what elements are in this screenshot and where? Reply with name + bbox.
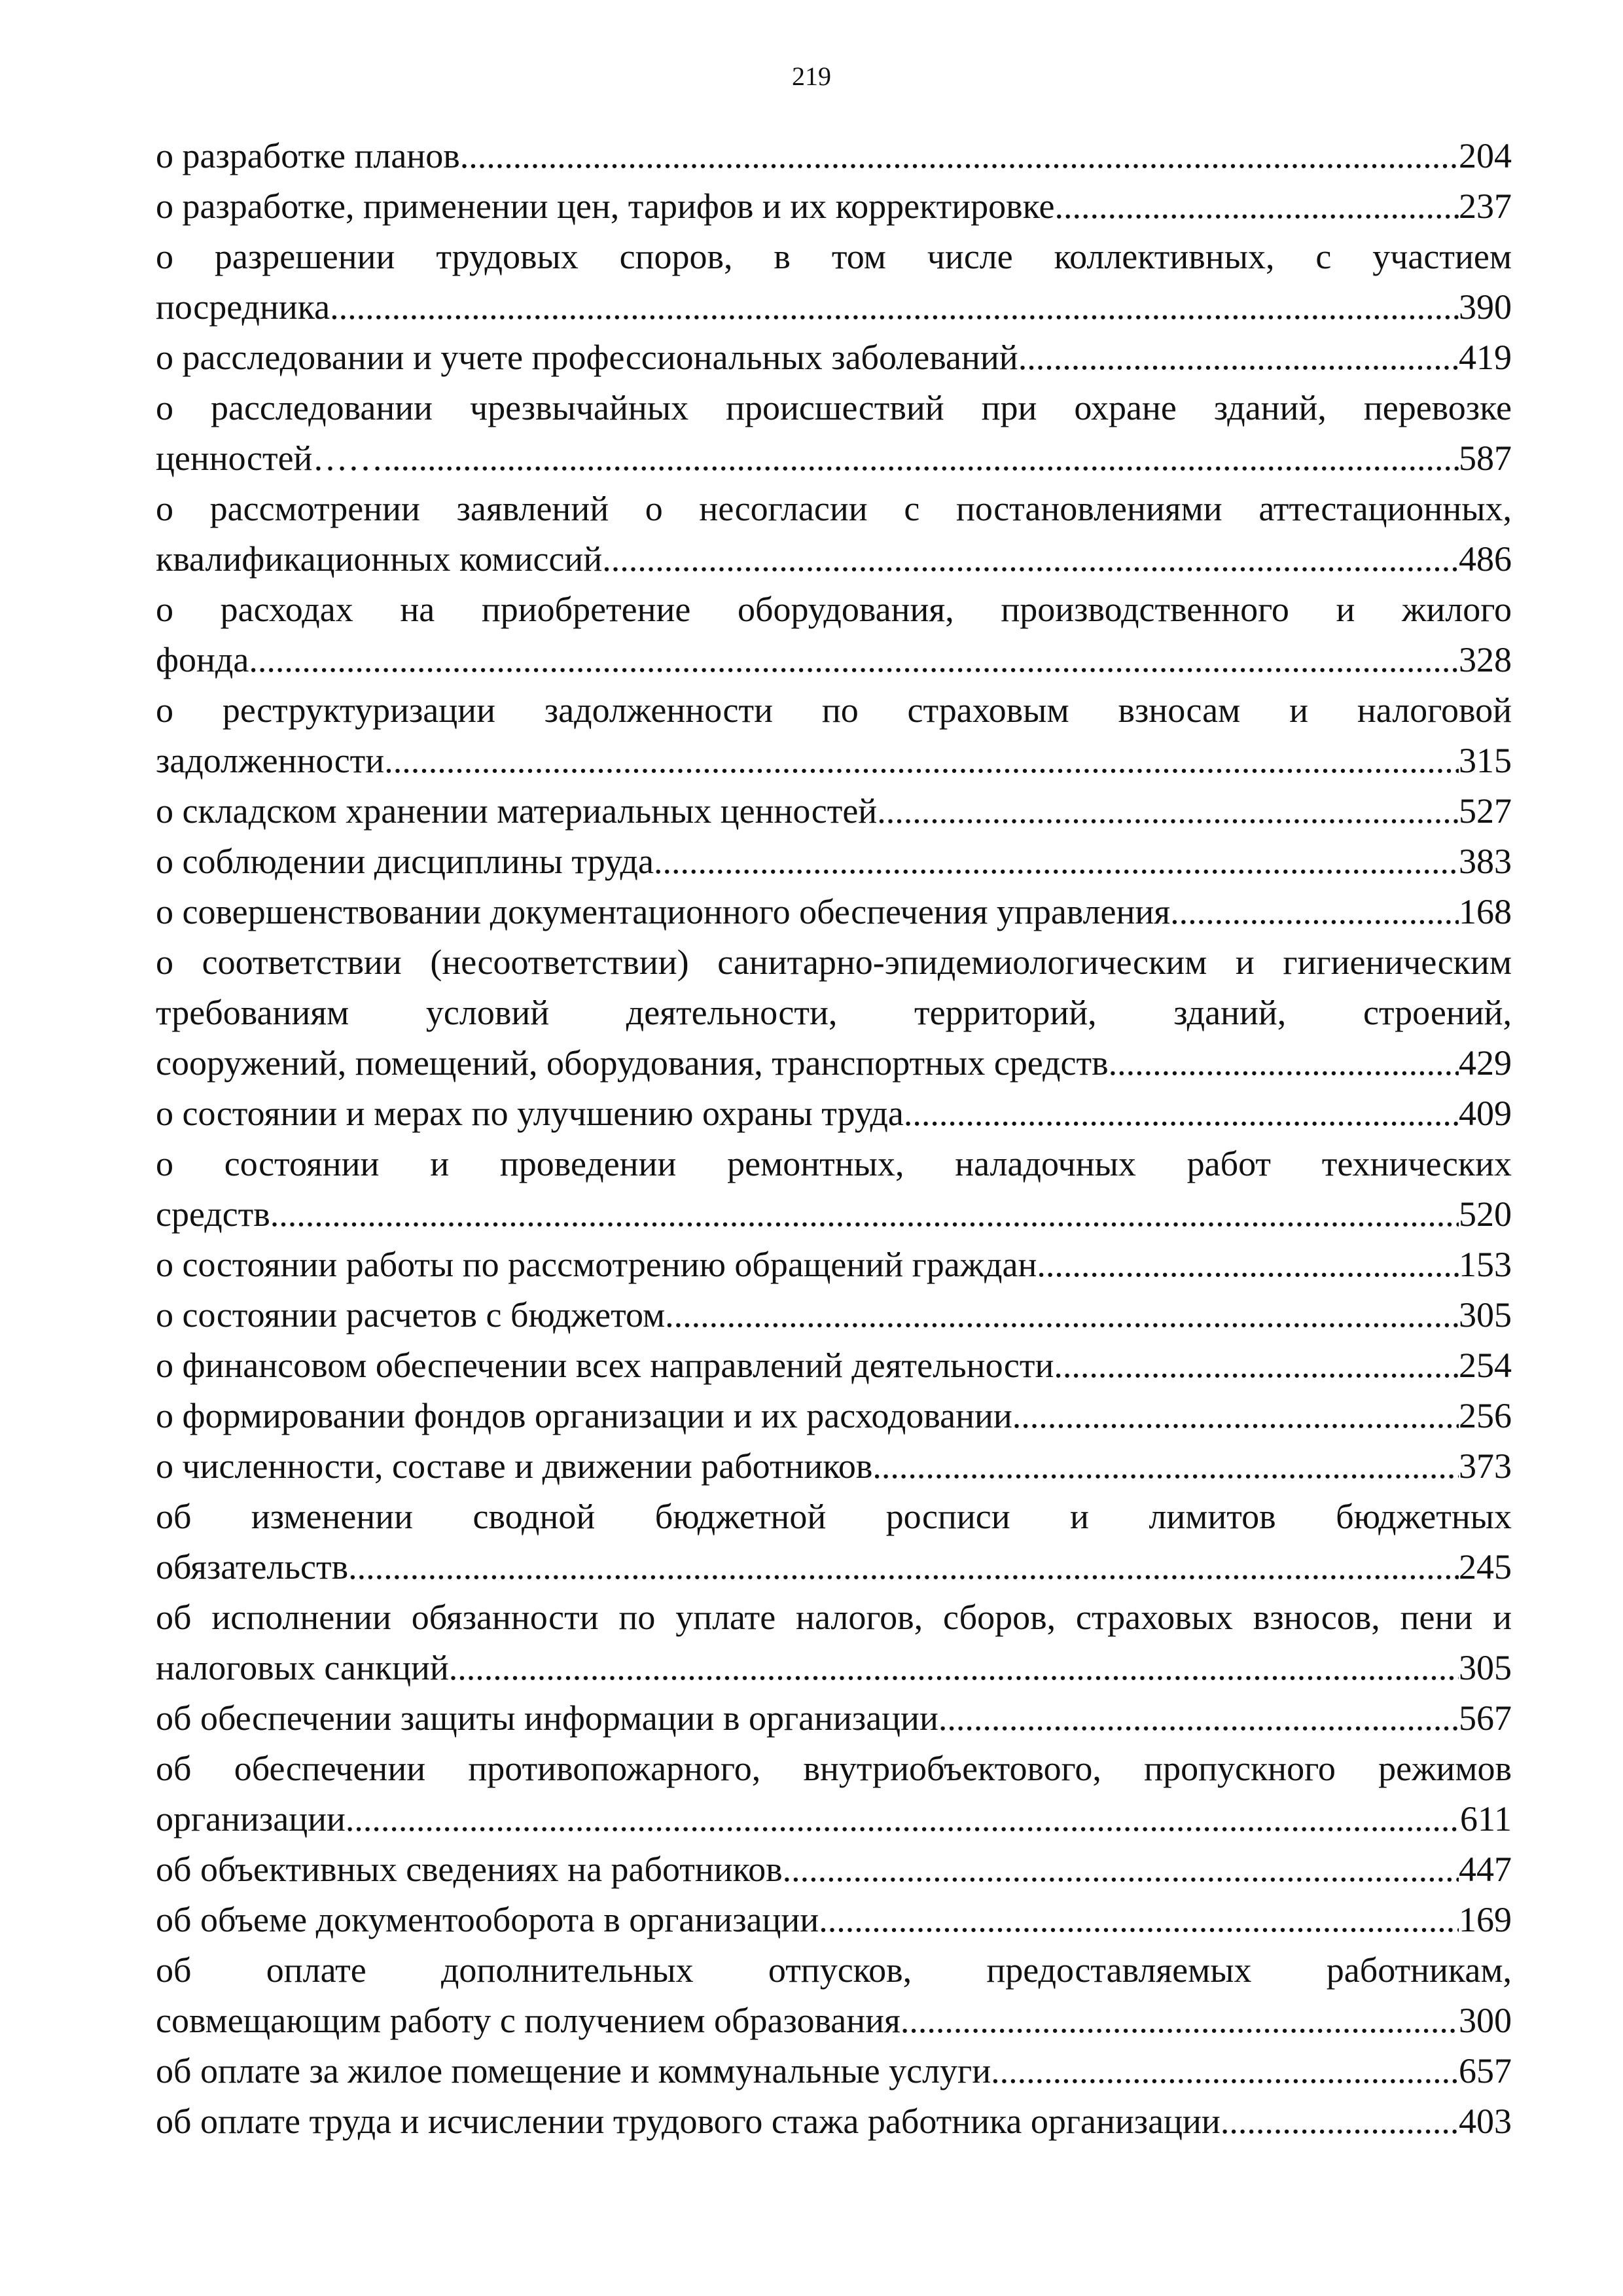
index-entry-start-text: об изменении сводной бюджетной росписи и лимитов бюджетных (156, 1497, 1512, 1536)
index-entry-text: посредника (156, 287, 330, 327)
dot-leader (901, 1996, 1459, 2046)
index-entry-text: средств (156, 1194, 270, 1234)
index-entry-text: о разработке планов (156, 136, 460, 175)
index-entry-line (156, 332, 1512, 383)
dot-leader (1018, 332, 1459, 383)
dot-leader (665, 1290, 1459, 1340)
index-entry-text: о разработке, применении цен, тарифов и их корректировке (156, 187, 1055, 226)
index-list (156, 131, 1512, 2147)
index-entry-line (156, 1441, 1512, 1492)
index-entry-page-number: 419 (1459, 338, 1512, 377)
index-entry-page-number: 204 (1459, 136, 1512, 175)
index-entry-start-text: о реструктуризации задолженности по страховым взносам и налоговой (156, 691, 1512, 730)
dot-leader (383, 433, 1459, 484)
index-entry-page-number: 328 (1459, 640, 1512, 679)
index-entry-start-text: об обеспечении противопожарного, внутриобъектового, пропускного режимов (156, 1749, 1512, 1788)
dot-leader (1037, 1240, 1459, 1290)
index-entry-line (156, 181, 1512, 232)
index-entry (156, 2046, 1512, 2096)
index-entry (156, 1744, 1512, 1844)
index-entry (156, 1088, 1512, 1139)
index-entry-line (156, 1340, 1512, 1391)
dot-leader (1221, 2096, 1459, 2147)
dot-leader (460, 131, 1459, 181)
dot-leader (872, 1441, 1459, 1492)
index-entry-line (156, 2046, 1512, 2096)
index-entry (156, 1895, 1512, 1945)
index-entry (156, 131, 1512, 181)
index-entry (156, 1592, 1512, 1693)
index-entry-page-number: 315 (1459, 741, 1512, 780)
index-entry-line (156, 887, 1512, 937)
index-entry-start-text: об исполнении обязанности по уплате налогов, сборов, страховых взносов, пени и (156, 1598, 1512, 1637)
index-entry-page-number: 390 (1459, 287, 1512, 327)
index-entry-start-text: о соответствии (несоответствии) санитарно-эпидемиологическим и гигиеническим требованиям условий деятельности, территорий, зданий, строений, (156, 942, 1512, 1032)
index-entry-page-number: 168 (1459, 892, 1512, 931)
index-entry-line (156, 1189, 1512, 1240)
dot-leader (938, 1693, 1459, 1744)
index-entry-text: о состоянии и мерах по улучшению охраны труда (156, 1094, 904, 1133)
index-entry-text: об оплате за жилое помещение и коммунальные услуги (156, 2051, 991, 2090)
index-entry-line (156, 2096, 1512, 2147)
index-entry-page-number: 383 (1459, 842, 1512, 881)
index-entry-page-number: 169 (1459, 1900, 1512, 1939)
index-entry-text: о складском хранении материальных ценностей (156, 791, 878, 831)
dot-leader (330, 282, 1459, 332)
index-entry-page-number: 373 (1459, 1446, 1512, 1486)
dot-leader (1170, 887, 1459, 937)
dot-leader (654, 836, 1459, 887)
dot-leader (877, 786, 1459, 836)
index-entry-text: о состоянии расчетов с бюджетом (156, 1295, 666, 1335)
index-entry-line (156, 1794, 1512, 1844)
dot-leader (1012, 1391, 1459, 1441)
dot-leader (819, 1895, 1459, 1945)
index-entry-text: фонда (156, 640, 249, 679)
index-entry-text: ценностей…… (156, 439, 383, 478)
index-entry-line (156, 1895, 1512, 1945)
index-entry (156, 1240, 1512, 1290)
index-entry-page-number: 305 (1459, 1648, 1512, 1687)
index-entry-text: обязательств (156, 1547, 349, 1587)
index-entry-page-number: 300 (1459, 2001, 1512, 2040)
index-entry-line (156, 836, 1512, 887)
index-entry-text: о финансовом обеспечении всех направлений деятельности (156, 1346, 1054, 1385)
index-entry-text: о совершенствовании документационного обеспечения управления (156, 892, 1171, 931)
index-entry-text: организации (156, 1799, 346, 1839)
index-entry (156, 1441, 1512, 1492)
index-entry-page-number: 429 (1459, 1043, 1512, 1083)
index-entry (156, 836, 1512, 887)
index-entry-page-number: 237 (1459, 187, 1512, 226)
index-entry (156, 1139, 1512, 1240)
dot-leader (1055, 181, 1459, 232)
index-entry (156, 1391, 1512, 1441)
index-entry-line (156, 736, 1512, 786)
index-entry-start-text: о расследовании чрезвычайных происшествий при охране зданий, перевозке (156, 388, 1512, 427)
index-entry-page-number: 520 (1459, 1194, 1512, 1234)
index-entry (156, 1492, 1512, 1592)
index-entry-page-number: 254 (1459, 1346, 1512, 1385)
index-entry-text: о состоянии работы по рассмотрению обращений граждан (156, 1245, 1037, 1284)
index-entry (156, 1340, 1512, 1391)
index-entry (156, 584, 1512, 685)
index-entry-page-number: 409 (1459, 1094, 1512, 1133)
dot-leader (904, 1088, 1459, 1139)
index-entry-line (156, 282, 1512, 332)
index-entry-text: о расследовании и учете профессиональных заболеваний (156, 338, 1018, 377)
index-entry-line (156, 131, 1512, 181)
index-entry (156, 1945, 1512, 2046)
index-entry-page-number: 153 (1459, 1245, 1512, 1284)
index-entry-start-text: о расходах на приобретение оборудования, производственного и жилого (156, 590, 1512, 629)
index-entry-text: о соблюдении дисциплины труда (156, 842, 654, 881)
index-entry-line (156, 1240, 1512, 1290)
index-entry-text: об обеспечении защиты информации в организации (156, 1698, 938, 1738)
index-entry (156, 786, 1512, 836)
index-entry (156, 1290, 1512, 1340)
index-entry (156, 937, 1512, 1088)
dot-leader (602, 534, 1459, 584)
index-entry (156, 887, 1512, 937)
index-entry (156, 383, 1512, 484)
index-entry (156, 232, 1512, 332)
index-entry-text: об оплате труда и исчислении трудового стажа работника организации (156, 2102, 1221, 2141)
index-entry-text: квалификационных комиссий (156, 539, 603, 579)
index-entry-text: совмещающим работу с получением образования (156, 2001, 901, 2040)
index-entry-line (156, 786, 1512, 836)
dot-leader (449, 1643, 1459, 1693)
dot-leader (249, 635, 1459, 685)
index-entry-line (156, 534, 1512, 584)
index-entry-start-text: о рассмотрении заявлений о несогласии с постановлениями аттестационных, (156, 489, 1512, 528)
dot-leader (384, 736, 1459, 786)
index-entry (156, 685, 1512, 786)
index-entry-line (156, 1643, 1512, 1693)
index-entry-text: о формировании фондов организации и их расходовании (156, 1396, 1012, 1435)
index-entry-line (156, 1088, 1512, 1139)
index-entry-line (156, 1996, 1512, 2046)
index-entry-line (156, 1391, 1512, 1441)
dot-leader (991, 2046, 1459, 2096)
page-number: 219 (792, 62, 831, 91)
index-entry-text: об объеме документооборота в организации (156, 1900, 819, 1939)
index-entry (156, 332, 1512, 383)
index-entry-line (156, 433, 1512, 484)
index-entry-page-number: 567 (1459, 1698, 1512, 1738)
dot-leader (1054, 1340, 1459, 1391)
index-entry (156, 181, 1512, 232)
index-entry (156, 1844, 1512, 1895)
index-entry-text: сооружений, помещений, оборудования, транспортных средств (156, 1043, 1109, 1083)
index-entry (156, 2096, 1512, 2147)
index-entry-page-number: 245 (1459, 1547, 1512, 1587)
index-entry-line (156, 1844, 1512, 1895)
index-entry-text: задолженности (156, 741, 385, 780)
index-entry-page-number: 587 (1459, 439, 1512, 478)
index-entry-page-number: 305 (1459, 1295, 1512, 1335)
index-entry-start-text: о состоянии и проведении ремонтных, наладочных работ технических (156, 1144, 1512, 1183)
index-entry (156, 484, 1512, 584)
index-entry-line (156, 1693, 1512, 1744)
index-entry-line (156, 1542, 1512, 1592)
index-entry-line (156, 1290, 1512, 1340)
index-entry-start-text: об оплате дополнительных отпусков, предоставляемых работникам, (156, 1950, 1512, 1990)
index-entry-text: о численности, составе и движении работников (156, 1446, 873, 1486)
dot-leader (783, 1844, 1459, 1895)
dot-leader (270, 1189, 1459, 1240)
index-entry-page-number: 447 (1459, 1850, 1512, 1889)
dot-leader (346, 1794, 1460, 1844)
index-entry-start-text: о разрешении трудовых споров, в том числе коллективных, с участием (156, 237, 1512, 276)
index-entry-page-number: 657 (1459, 2051, 1512, 2090)
index-entry-line (156, 635, 1512, 685)
index-entry-page-number: 256 (1459, 1396, 1512, 1435)
index-entry-line (156, 1038, 1512, 1088)
index-entry-page-number: 486 (1459, 539, 1512, 579)
dot-leader (348, 1542, 1459, 1592)
index-entry-page-number: 403 (1459, 2102, 1512, 2141)
index-entry-page-number: 527 (1459, 791, 1512, 831)
index-entry-text: об объективных сведениях на работников (156, 1850, 783, 1889)
index-entry-text: налоговых санкций (156, 1648, 449, 1687)
dot-leader (1109, 1038, 1459, 1088)
index-entry-page-number: 611 (1460, 1799, 1512, 1839)
index-entry (156, 1693, 1512, 1744)
